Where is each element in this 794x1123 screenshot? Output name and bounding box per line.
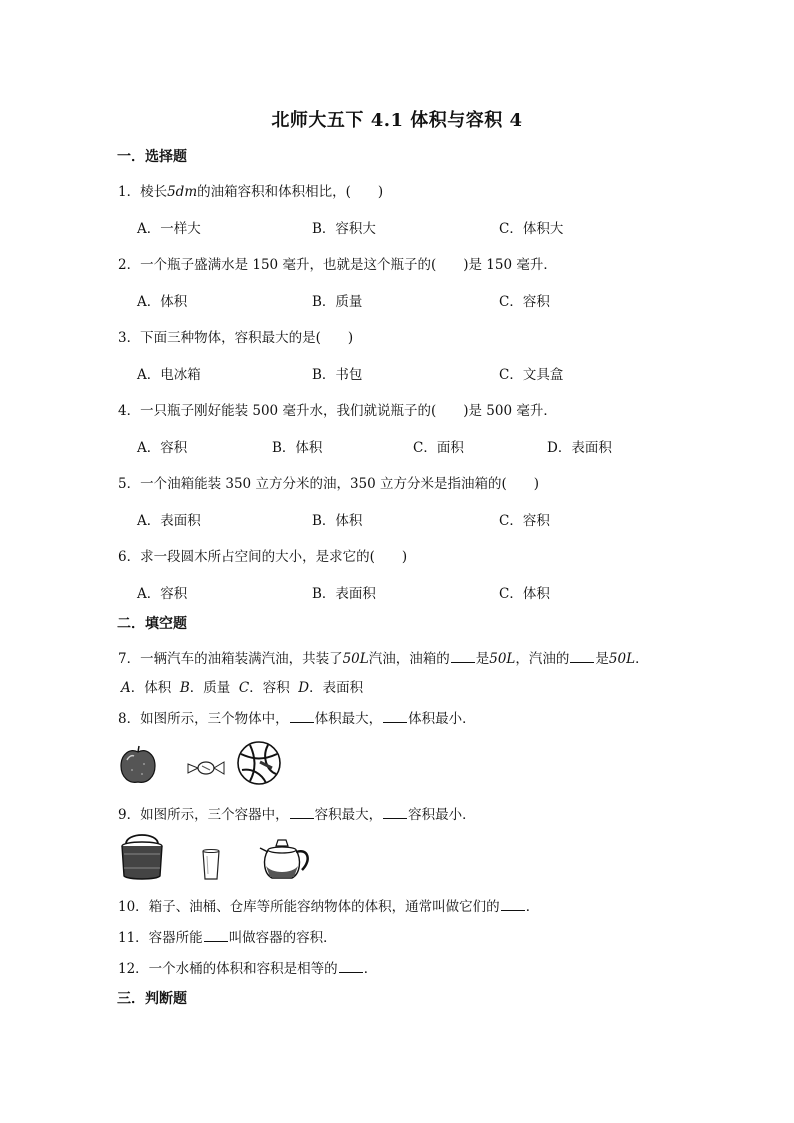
question-3: 3．下面三种物体，容积最大的是( ) [118, 330, 354, 346]
option-3b[interactable]: B．书包 [312, 367, 363, 383]
question-10-text-a: 10．箱子、油桶、仓库等所能容纳物体的体积，通常叫做它们的 [118, 899, 500, 915]
option-6a[interactable]: A．容积 [137, 586, 188, 602]
question-7-unit-1: 50L [342, 651, 369, 667]
bucket-icon [118, 830, 166, 882]
question-8-text-b: 体积最大， [314, 711, 383, 727]
option-4d[interactable]: D．表面积 [547, 440, 612, 456]
question-7-unit-2: 50L [489, 651, 516, 667]
page-title: 北师大五下 4.1 体积与容积 4 [271, 110, 523, 131]
option-2c[interactable]: C．容积 [499, 294, 550, 310]
option-5c[interactable]: C．容积 [499, 513, 550, 529]
question-2: 2．一个瓶子盛满水是 150 毫升，也就是这个瓶子的( )是 150 毫升． [118, 257, 557, 273]
question-9 [118, 803, 476, 823]
ball-icon [236, 740, 282, 786]
question-1-text-a: 1．棱长 [118, 184, 168, 200]
answer-blank[interactable] [339, 960, 363, 973]
option-1b[interactable]: B．容积大 [312, 221, 376, 237]
question-11-text-b: 叫做容器的容积． [228, 930, 337, 946]
option-7a-letter: A [121, 680, 131, 696]
option-7d-letter: D [298, 680, 310, 696]
question-11-text-a: 11．容器所能 [118, 930, 203, 946]
apple-icon [118, 744, 158, 786]
option-3a[interactable]: A．电冰箱 [137, 367, 201, 383]
question-9-text-a: 9．如图所示，三个容器中， [118, 807, 289, 823]
question-4: 4．一只瓶子刚好能装 500 毫升水，我们就说瓶子的( )是 500 毫升． [118, 403, 557, 419]
option-7c-letter: C [238, 680, 250, 696]
option-3c[interactable]: C．文具盒 [499, 367, 564, 383]
option-4c[interactable]: C．面积 [413, 440, 464, 456]
question-7-text-d: ，汽油的 [515, 651, 570, 667]
option-1c[interactable]: C．体积大 [499, 221, 564, 237]
answer-blank[interactable] [570, 650, 594, 663]
answer-blank[interactable] [204, 929, 228, 942]
question-12-text-b: ． [363, 961, 378, 977]
question-9-text-c: 容积最小． [408, 807, 476, 823]
question-8-text-c: 体积最小． [408, 711, 476, 727]
answer-blank[interactable] [383, 710, 407, 723]
section-heading-judge: 三．判断题 [117, 991, 187, 1007]
answer-blank[interactable] [501, 898, 525, 911]
option-6c[interactable]: C．体积 [499, 586, 550, 602]
question-1-unit: 5dm [167, 184, 198, 200]
option-7c[interactable]: ．容积 [249, 680, 290, 696]
question-12 [118, 957, 377, 977]
question-1-text-b: 的油箱容积和体积相比，( ) [197, 184, 384, 200]
candy-icon [184, 756, 228, 780]
question-8-text-a: 8．如图所示，三个物体中， [118, 711, 289, 727]
option-1a[interactable]: A．一样大 [137, 221, 201, 237]
option-4a[interactable]: A．容积 [137, 440, 188, 456]
question-7-text-f: ． [635, 651, 649, 667]
answer-blank[interactable] [383, 806, 407, 819]
teapot-icon [258, 836, 314, 882]
option-2b[interactable]: B．质量 [312, 294, 363, 310]
question-7 [118, 647, 649, 667]
answer-blank[interactable] [451, 650, 475, 663]
question-7-text-b: 汽油，油箱的 [368, 651, 450, 667]
question-12-text-a: 12．一个水桶的体积和容积是相等的 [118, 961, 338, 977]
answer-blank[interactable] [290, 806, 314, 819]
question-1 [118, 180, 383, 200]
option-7a[interactable]: ．体积 [130, 680, 172, 696]
question-7-text-c: 是 [475, 651, 490, 667]
glass-icon [200, 848, 222, 882]
question-9-text-b: 容积最大， [314, 807, 383, 823]
question-6: 6．求一段圆木所占空间的大小，是求它的( ) [118, 549, 408, 565]
option-6b[interactable]: B．表面积 [312, 586, 376, 602]
section-heading-choice: 一．选择题 [117, 149, 187, 165]
option-2a[interactable]: A．体积 [137, 294, 188, 310]
option-7b-letter: B [179, 680, 190, 696]
option-5b[interactable]: B．体积 [312, 513, 363, 529]
option-7d[interactable]: ．表面积 [309, 680, 364, 696]
question-7-options [121, 676, 363, 696]
option-4b[interactable]: B．体积 [272, 440, 323, 456]
question-11 [118, 926, 337, 946]
section-heading-fill: 二．填空题 [117, 616, 187, 632]
option-7b[interactable]: ．质量 [189, 680, 231, 696]
question-5: 5．一个油箱能装 350 立方分米的油，350 立方分米是指油箱的( ) [118, 476, 540, 492]
option-5a[interactable]: A．表面积 [137, 513, 201, 529]
question-7-text-e: 是 [595, 651, 609, 667]
question-10-text-b: ． [525, 899, 540, 915]
question-8 [118, 707, 476, 727]
question-10 [118, 895, 539, 915]
question-7-text-a: 7．一辆汽车的油箱装满汽油，共装了 [118, 651, 343, 667]
question-7-unit-3: 50L [608, 651, 636, 667]
answer-blank[interactable] [290, 710, 314, 723]
